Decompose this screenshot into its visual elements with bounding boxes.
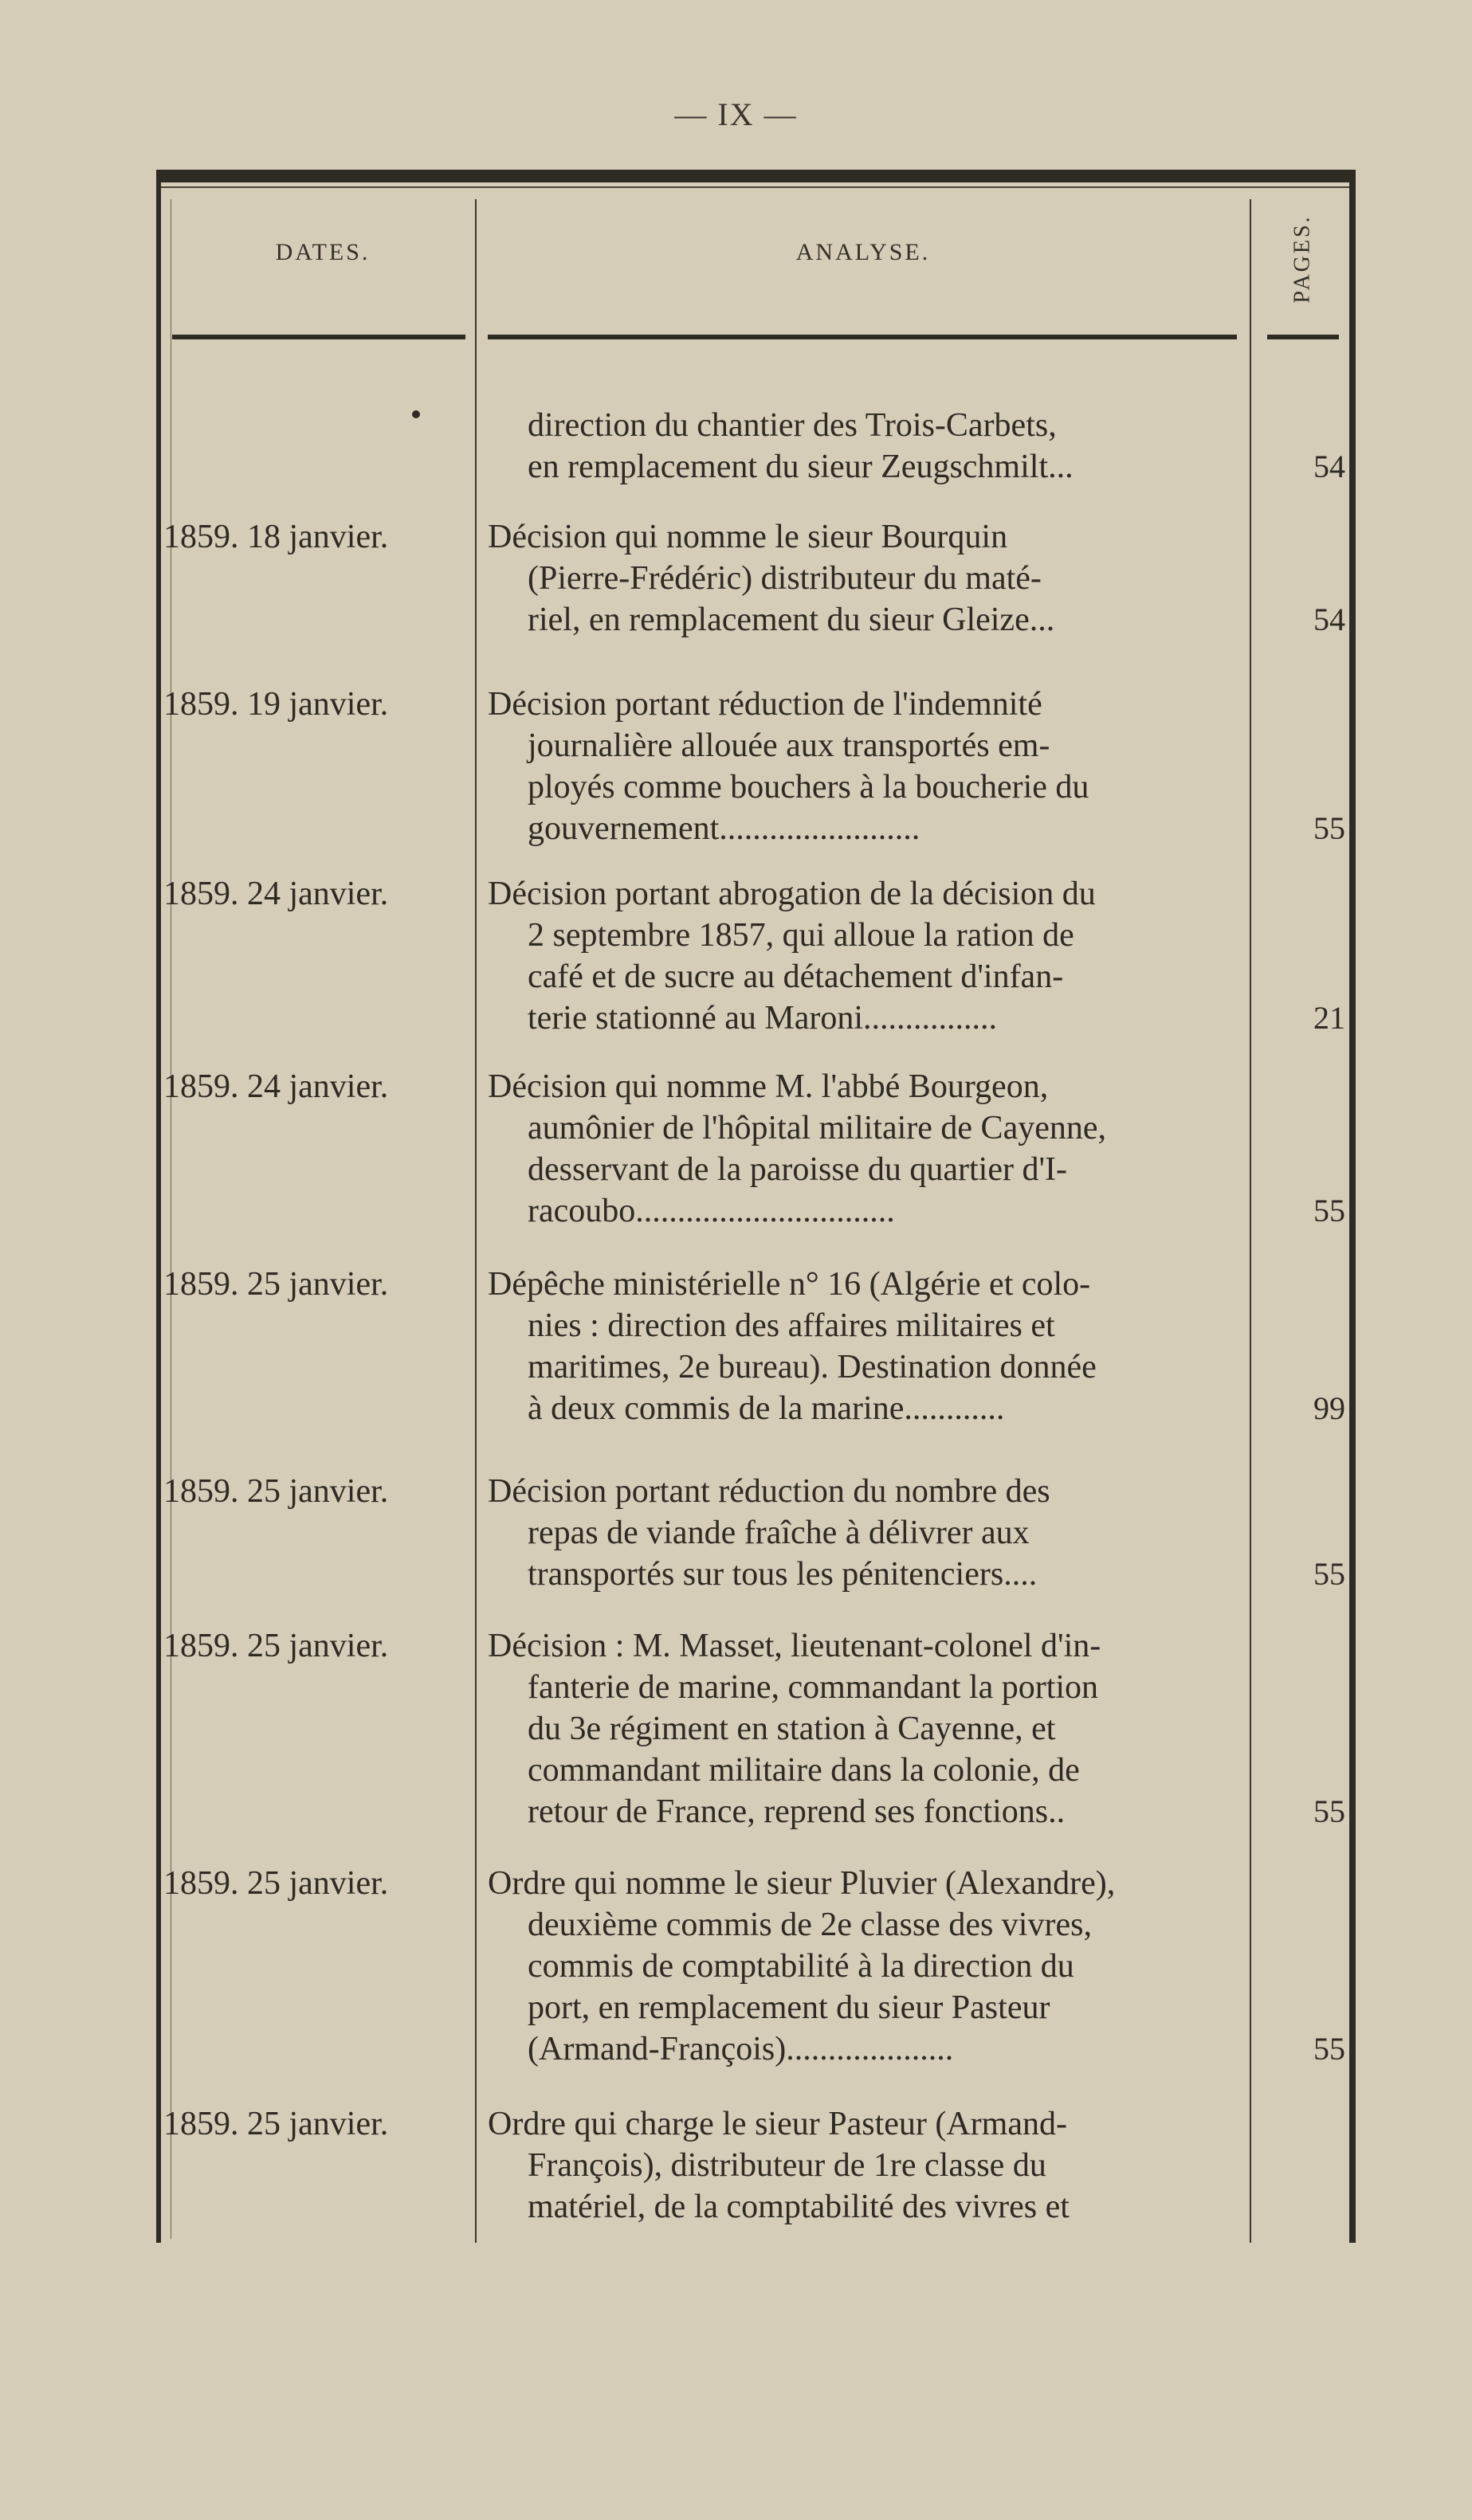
entry-line: café et de sucre au détachement d'infan- [528, 958, 1064, 995]
entry-line: retour de France, reprend ses fonctions.. [528, 1793, 1066, 1830]
entry-line: repas de viande fraîche à délivrer aux [528, 1515, 1030, 1551]
entry-line: Ordre qui nomme le sieur Pluvier (Alexandre), [488, 1865, 1116, 1902]
entry-date: 1859. 19 janvier. [163, 686, 389, 723]
entry-date: 1859. 25 janvier. [163, 1266, 389, 1303]
entry-date: 1859. 25 janvier. [163, 2106, 389, 2142]
entry-line: Décision : M. Masset, lieutenant-colonel d'in- [488, 1628, 1101, 1664]
entry-analysis [488, 516, 1245, 641]
entry-analysis [488, 1471, 1245, 1595]
entry-analysis [488, 2103, 1245, 2228]
entry-line: port, en remplacement du sieur Pasteur [528, 1989, 1050, 2026]
entry-analysis [488, 1863, 1245, 2070]
entry-page: 55 [1313, 2031, 1345, 2067]
entry-line: Ordre qui charge le sieur Pasteur (Armand- [488, 2106, 1067, 2142]
column-divider-dates [475, 199, 477, 2243]
entry-line: Dépêche ministérielle n° 16 (Algérie et colo- [488, 1266, 1091, 1303]
table-left-border [156, 170, 161, 2243]
table-top-rule-thin [156, 186, 1356, 188]
page-number: — IX — [674, 96, 798, 132]
entry-line: Décision portant abrogation de la décision du [488, 876, 1096, 912]
entry-line: (Pierre-Frédéric) distributeur du maté- [528, 560, 1042, 597]
entry-line: direction du chantier des Trois-Carbets, [528, 407, 1057, 444]
entry-line: terie stationné au Maroni................ [528, 1000, 998, 1037]
column-header-dates: DATES. [275, 239, 371, 265]
entry-line: maritimes, 2e bureau). Destination donnée [528, 1349, 1097, 1385]
entry-line: fanterie de marine, commandant la portion [528, 1669, 1099, 1706]
entry-line: journalière allouée aux transportés em- [528, 727, 1050, 764]
entry-line: en remplacement du sieur Zeugschmilt... [528, 449, 1074, 485]
entry-line: 2 septembre 1857, qui alloue la ration de [528, 917, 1074, 954]
entry-analysis [488, 1264, 1245, 1429]
entry-date: 1859. 24 janvier. [163, 1068, 389, 1105]
column-divider-pages [1250, 199, 1251, 2243]
entry-line: (Armand-François).................... [528, 2031, 954, 2067]
entry-page: 55 [1313, 1193, 1345, 1229]
table-right-border [1349, 170, 1356, 2243]
entry-analysis [488, 873, 1245, 1039]
entry-line: Décision portant réduction de l'indemnité [488, 686, 1042, 723]
entry-date: 1859. 25 janvier. [163, 1628, 389, 1664]
entry-page: 55 [1313, 1793, 1345, 1829]
entry-line: nies : direction des affaires militaires et [528, 1307, 1055, 1344]
entry-page: 54 [1313, 449, 1345, 484]
entry-page: 54 [1313, 602, 1345, 637]
entry-line: commandant militaire dans la colonie, de [528, 1752, 1080, 1789]
entry-line: matériel, de la comptabilité des vivres et [528, 2189, 1070, 2225]
column-header-pages: PAGES. [1290, 214, 1315, 304]
entry-line: aumônier de l'hôpital militaire de Cayenne, [528, 1110, 1106, 1146]
entry-analysis [488, 1066, 1245, 1232]
entry-analysis [488, 1625, 1245, 1832]
entry-page: 99 [1313, 1390, 1345, 1426]
entry-line: du 3e régiment en station à Cayenne, et [528, 1711, 1056, 1747]
header-rule-analyse [488, 335, 1237, 339]
entry-line: à deux commis de la marine............ [528, 1390, 1005, 1427]
column-header-analyse: ANALYSE. [795, 239, 931, 265]
entry-line: transportés sur tous les pénitenciers.... [528, 1556, 1038, 1593]
entry-date: 1859. 24 janvier. [163, 876, 389, 912]
entry-date: 1859. 18 janvier. [163, 519, 389, 555]
entry-line: Décision qui nomme le sieur Bourquin [488, 519, 1008, 555]
entry-line: desservant de la paroisse du quartier d'I- [528, 1151, 1067, 1188]
entry-analysis [488, 405, 1245, 488]
entry-line: deuxième commis de 2e classe des vivres, [528, 1907, 1092, 1943]
entry-page: 21 [1313, 1000, 1345, 1036]
header-rule-pages [1267, 335, 1339, 339]
entry-line: gouvernement........................ [528, 810, 920, 847]
header-rule-dates [172, 335, 465, 339]
bullet-mark [412, 410, 420, 418]
entry-line: ployés comme bouchers à la boucherie du [528, 769, 1089, 805]
entry-date: 1859. 25 janvier. [163, 1473, 389, 1510]
entry-analysis [488, 684, 1245, 849]
entry-date: 1859. 25 janvier. [163, 1865, 389, 1902]
entry-line: commis de comptabilité à la direction du [528, 1948, 1074, 1985]
entry-line: François), distributeur de 1re classe du [528, 2147, 1046, 2184]
table-top-rule [156, 170, 1356, 182]
entry-line: riel, en remplacement du sieur Gleize... [528, 602, 1055, 638]
entry-page: 55 [1313, 810, 1345, 846]
column-header-pages-wrap [1267, 199, 1339, 319]
entry-line: Décision portant réduction du nombre des [488, 1473, 1050, 1510]
entry-line: Décision qui nomme M. l'abbé Bourgeon, [488, 1068, 1049, 1105]
entry-line: racoubo............................... [528, 1193, 895, 1229]
entry-page: 55 [1313, 1556, 1345, 1592]
